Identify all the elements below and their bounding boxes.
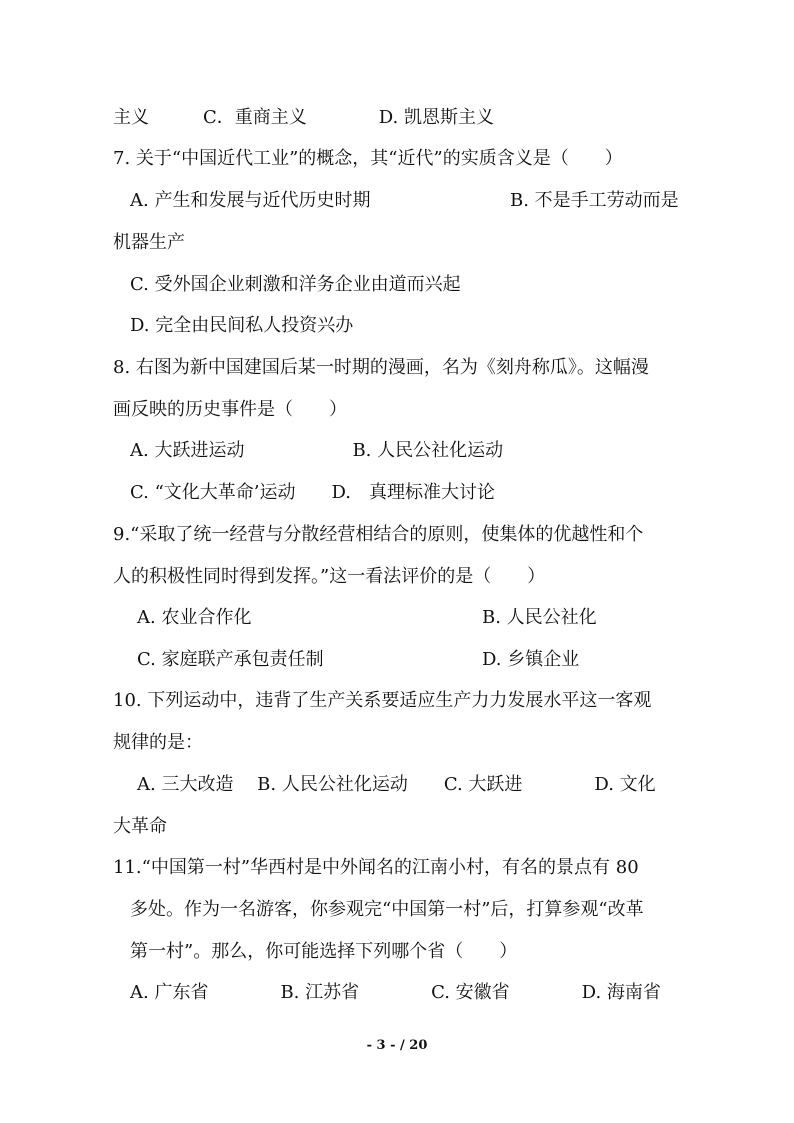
question-10: 10. 下列运动中，违背了生产关系要适应生产力力发展水平这一客观 (113, 690, 652, 711)
text-line: 规律的是： (113, 732, 203, 753)
text-line: 机器生产 (113, 232, 185, 253)
option-a: A. 产生和发展与近代历史时期 (130, 190, 371, 211)
question-8: 8. 右图为新中国建国后某一时期的漫画，名为《刻舟称瓜》。这幅漫 (113, 357, 649, 378)
option-c: C. 受外国企业刺激和洋务企业由道而兴起 (130, 274, 461, 295)
text-line: 主义 C．重商主义 D. 凯恩斯主义 (113, 107, 495, 128)
question-7: 7. 关于“中国近代工业”的概念，其“近代”的实质含义是（ ） (113, 148, 623, 169)
option-a: A. 农业合作化 (137, 607, 252, 628)
text-line: 多处。作为一名游客，你参观完“中国第一村”后，打算参观“改革 (130, 899, 644, 920)
question-9: 9.“采取了统一经营与分散经营相结合的原则，使集体的优越性和个 (113, 524, 644, 545)
question-11: 11.“中国第一村”华西村是中外闻名的江南小村，有名的景点有 80 (113, 857, 639, 878)
option-d: D. 完全由民间私人投资兴办 (130, 315, 354, 336)
option-b: B. 不是手工劳动而是 (510, 190, 679, 211)
options-ab: A. 大跃进运动 B. 人民公社化运动 (130, 440, 504, 461)
option-b: B. 人民公社化 (482, 607, 597, 628)
text-line: 画反映的历史事件是（ ） (113, 399, 347, 420)
options-abcd: A. 三大改造 B. 人民公社化运动 C. 大跃进 D. 文化 (137, 774, 656, 795)
option-c: C. 家庭联产承包责任制 (137, 649, 324, 670)
text-line: 大革命 (113, 816, 167, 837)
text-line: 人的积极性同时得到发挥。”这一看法评价的是（ ） (113, 566, 546, 587)
option-d: D. 乡镇企业 (482, 649, 580, 670)
page-number: - 3 - / 20 (366, 1038, 428, 1053)
options-abcd: A. 广东省 B. 江苏省 C. 安徽省 D. 海南省 (130, 982, 661, 1003)
text-line: 第一村”。那么，你可能选择下列哪个省（ ） (130, 941, 518, 962)
options-cd: C. “文化大革命’运动 D. 真理标准大讨论 (130, 482, 496, 503)
